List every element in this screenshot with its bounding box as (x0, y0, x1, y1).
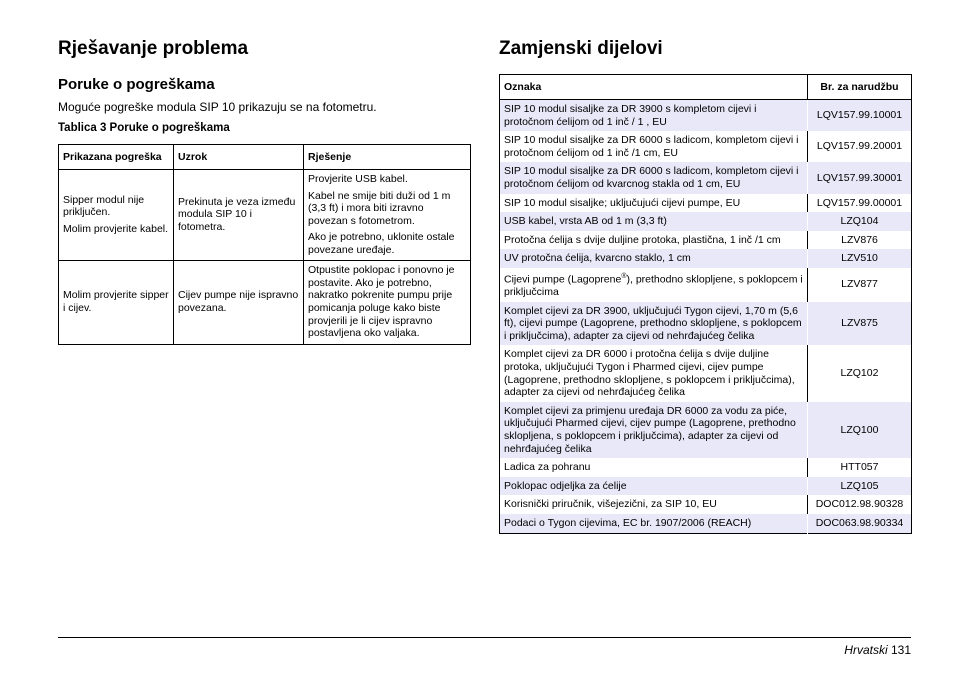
page-number: 131 (890, 643, 911, 657)
part-description: Komplet cijevi za primjenu uređaja DR 6000 za vodu za piće, uključujući Pharmed cijevi, cijev pumpe (Lagoprene, prethodno sklopljena, s poklopcem i priključcima), adapter za cijevi od nehrđajućeg čelika (500, 402, 808, 458)
table-row (59, 170, 471, 261)
error-text: Molim provjerite kabel. (63, 223, 169, 236)
part-order-number: LQV157.99.10001 (808, 100, 912, 132)
table-row (500, 162, 912, 193)
part-description: UV protočna ćelija, kvarcno staklo, 1 cm (500, 249, 808, 268)
cause-cell: Cijev pumpe nije ispravno povezana. (174, 260, 304, 344)
part-order-number: LQV157.99.20001 (808, 131, 912, 162)
table-row (500, 100, 912, 132)
part-description: Podaci o Tygon cijevima, EC br. 1907/2006 (REACH) (500, 514, 808, 533)
column-header: Uzrok (174, 145, 304, 170)
error-text: Sipper modul nije priključen. (63, 193, 145, 219)
part-description: USB kabel, vrsta AB od 1 m (3,3 ft) (500, 212, 808, 231)
column-header: Prikazana pogreška (59, 145, 174, 170)
part-order-number: DOC063.98.90334 (808, 514, 912, 533)
part-order-number: LZQ105 (808, 477, 912, 496)
table-row (59, 260, 471, 344)
column-header: Rješenje (304, 145, 471, 170)
error-messages-subtitle: Poruke o pogreškama (58, 76, 215, 93)
part-description: Ladica za pohranu (504, 461, 591, 474)
solution-text: Provjerite USB kabel. (308, 173, 408, 185)
cause-cell: Prekinuta je veza između modula SIP 10 i fotometra. (174, 170, 304, 261)
table-row (500, 477, 912, 496)
table-row (500, 268, 912, 302)
error-cell (59, 170, 174, 261)
part-order-number: LZV875 (808, 302, 912, 346)
table-row (500, 495, 912, 514)
error-messages-table (58, 144, 471, 345)
part-description: Protočna ćelija s dvije duljine protoka, plastična, 1 inč /1 cm (504, 233, 781, 246)
part-order-number: LZQ100 (808, 402, 912, 458)
table-row (500, 302, 912, 346)
error-table-caption: Tablica 3 Poruke o pogreškama (58, 122, 230, 134)
part-order-number: LZV876 (808, 231, 912, 250)
column-header: Br. za narudžbu (808, 75, 912, 100)
column-header: Oznaka (500, 75, 808, 100)
part-description: Komplet cijevi za DR 3900, uključujući Tygon cijevi, 1,70 m (5,6 ft), cijevi pumpe (Lagoprene, prethodno sklopljene, s poklopcem i priključcima), adapter za cijevi od nehrđajućeg čelika (500, 302, 808, 346)
table-row (500, 458, 912, 477)
table-header-row (59, 145, 471, 170)
replacement-parts-title: Zamjenski dijelovi (499, 38, 663, 59)
part-order-number: LZQ102 (808, 345, 912, 401)
part-description: Cijevi pumpe (Lagoprene®), prethodno sklopljene, s poklopcem i priključcima (504, 272, 803, 299)
troubleshooting-section (58, 36, 470, 345)
part-description: SIP 10 modul sisaljke za DR 6000 s ladicom, kompletom cijevi i protočnom ćelijom od 1 inč /1 cm, EU (504, 134, 799, 159)
part-description: Komplet cijevi za DR 6000 i protočna ćelija s dvije duljine protoka, uključujući Tygon i Pharmed cijevi, cijev pumpe (Lagoprene, prethodno sklopljene, s poklopcem i priključcima), adapter za cijevi od nehrđajućeg čelika (504, 348, 795, 399)
part-description: Poklopac odjeljka za ćelije (500, 477, 808, 496)
part-order-number: LZV877 (808, 268, 912, 302)
part-description: SIP 10 modul sisaljke; uključujući cijevi pumpe, EU (504, 196, 741, 209)
part-order-number: LQV157.99.00001 (808, 194, 912, 213)
part-description: SIP 10 modul sisaljke za DR 3900 s kompletom cijevi i protočnom ćelijom od 1 inč / 1 , EU (500, 100, 808, 132)
table-row (500, 249, 912, 268)
table-row (500, 514, 912, 533)
part-description: SIP 10 modul sisaljke za DR 6000 s ladicom, kompletom cijevi i protočnom ćelijom od kvarcnog stakla od 1 cm, EU (500, 162, 808, 193)
table-row (500, 231, 912, 250)
table-row (500, 212, 912, 231)
part-order-number: HTT057 (808, 458, 912, 477)
replacement-parts-table (499, 74, 912, 534)
solution-cell (304, 260, 471, 344)
page-footer (844, 643, 911, 657)
table-row (500, 194, 912, 213)
table-row (500, 345, 912, 401)
error-cell (59, 260, 174, 344)
part-description: Korisnički priručnik, višejezični, za SIP 10, EU (504, 498, 717, 511)
troubleshooting-title: Rješavanje problema (58, 38, 249, 59)
footer-divider (58, 637, 911, 638)
solution-text: Ako je potrebno, uklonite ostale povezane uređaje. (308, 231, 455, 256)
part-order-number: DOC012.98.90328 (808, 495, 912, 514)
replacement-parts-section (499, 36, 911, 534)
table-row (500, 131, 912, 162)
solution-text: Otpustite poklopac i ponovno je postavite. Ako je potrebno, nakratko pokrenite pumpu prije pomicanja poluge kako biste provjerili je li cijev ispravno postavljena oko valjaka. (308, 264, 455, 340)
part-order-number: LZV510 (808, 249, 912, 268)
error-messages-intro: Moguće pogreške modula SIP 10 prikazuju se na fotometru. (58, 100, 377, 114)
part-order-number: LZQ104 (808, 212, 912, 231)
error-text: Molim provjerite sipper i cijev. (63, 289, 169, 315)
table-row (500, 402, 912, 458)
solution-text: Kabel ne smije biti duži od 1 m (3,3 ft) i mora biti izravno povezan s fotometrom. (308, 189, 451, 227)
solution-cell (304, 170, 471, 261)
part-order-number: LQV157.99.30001 (808, 162, 912, 193)
footer-language: Hrvatski (844, 643, 888, 657)
table-header-row (500, 75, 912, 100)
